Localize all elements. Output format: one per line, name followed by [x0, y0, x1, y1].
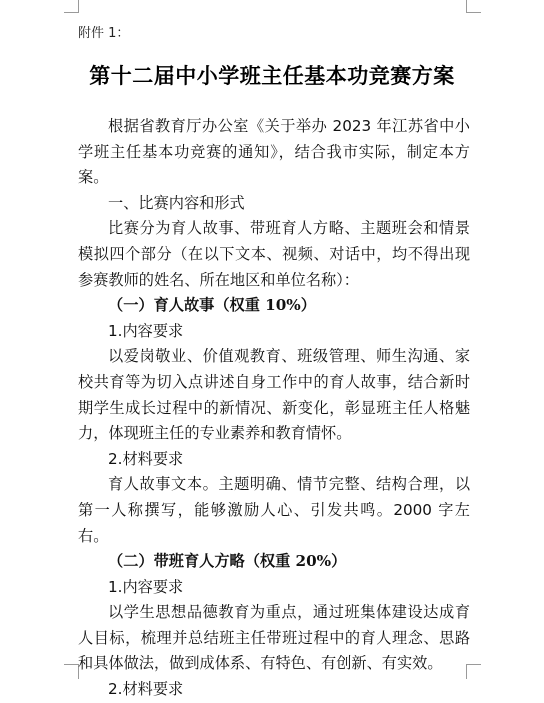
- document-title: 第十二届中小学班主任基本功竞赛方案: [89, 64, 455, 88]
- intro-paragraph: 根据省教育厅办公室《关于举办 2023 年江苏省中小学班主任基本功竞赛的通知》，结合我市实际，制定本方案。: [78, 117, 470, 187]
- item-label-material-requirements-2: 2.材料要求: [108, 680, 184, 699]
- item-label-material-requirements: 2.材料要求: [108, 449, 184, 468]
- document-body: [78, 114, 470, 703]
- crop-mark-top-right: [466, 0, 481, 13]
- crop-mark-top-left: [64, 0, 79, 13]
- part-heading-education-story: （一）育人故事（权重 10%）: [108, 296, 316, 315]
- section-heading-content-format: 一、比赛内容和形式: [108, 193, 245, 212]
- section-paragraph-competition-parts: 比赛分为育人故事、带班育人方略、主题班会和情景模拟四个部分（在以下文本、视频、对话中，均不得出现参赛教师的姓名、所在地区和单位名称）：: [78, 219, 470, 289]
- item-paragraph-content-requirements: 以爱岗敬业、价值观教育、班级管理、师生沟通、家校共育等为切入点讲述自身工作中的育人故事，结合新时期学生成长过程中的新情况、新变化，彰显班主任人格魅力，体现班主任的专业素养和教育情怀。: [78, 347, 470, 443]
- item-label-content-requirements: 1.内容要求: [108, 321, 184, 340]
- item-label-content-requirements-2: 1.内容要求: [108, 577, 184, 596]
- crop-mark-bottom-left: [64, 664, 79, 679]
- item-paragraph-material-requirements: 育人故事文本。主题明确、情节完整、结构合理，以第一人称撰写，能够激励人心、引发共鸣。2000 字左右。: [78, 475, 470, 545]
- attachment-label: 附件 1：: [78, 26, 130, 41]
- item-paragraph-content-requirements-2: 以学生思想品德教育为重点，通过班集体建设达成育人目标，梳理并总结班主任带班过程中的育人理念、思路和具体做法，做到成体系、有特色、有创新、有实效。: [78, 603, 470, 673]
- part-heading-class-strategy: （二）带班育人方略（权重 20%）: [108, 552, 347, 571]
